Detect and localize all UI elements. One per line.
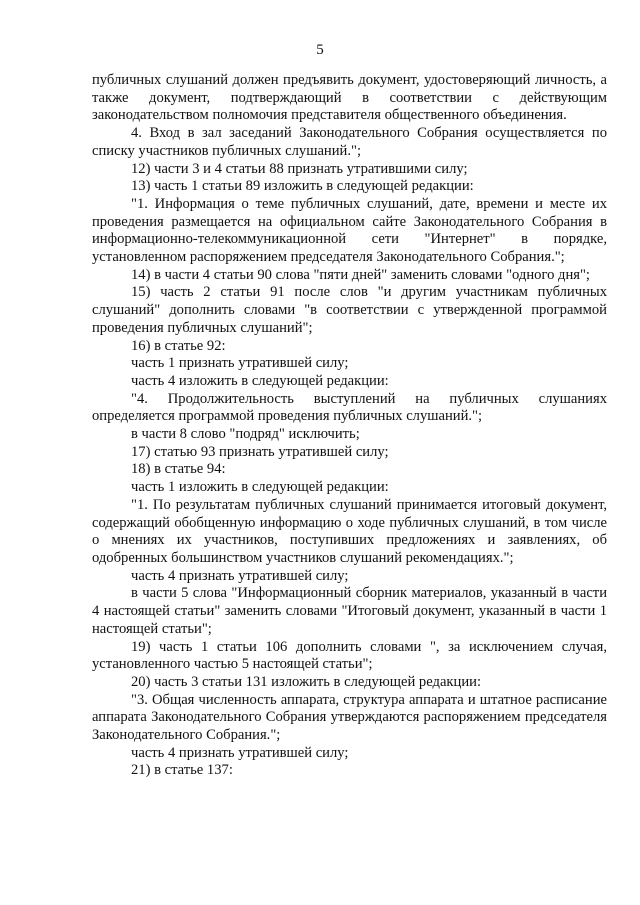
paragraph: 17) статью 93 признать утратившей силу;	[131, 443, 389, 460]
paragraph: часть 4 признать утратившей силу;	[131, 744, 349, 761]
paragraph: публичных слушаний должен предъявить документ, удостоверяющий личность, а также документ, подтверждающий в соответствии с действующим законодательством полномочия представителя общественного объединения.	[92, 72, 607, 124]
paragraph: 4. Вход в зал заседаний Законодательного Собрания осуществляется по списку участников публичных слушаний.";	[92, 125, 607, 159]
paragraph: "1. По результатам публичных слушаний принимается итоговый документ, содержащий обобщенную информацию о ходе публичных слушаний, в том числе о мнениях их участников, поступивших предложениях и заявлениях, об одобренных большинством участников слушаний рекомендациях.";	[92, 496, 607, 566]
paragraph: 13) часть 1 статьи 89 изложить в следующей редакции:	[131, 178, 474, 195]
paragraph: часть 1 изложить в следующей редакции:	[131, 479, 389, 496]
paragraph: "3. Общая численность аппарата, структура аппарата и штатное расписание аппарата Законодательного Собрания утверждаются распоряжением председателя Законодательного Собрания.";	[92, 691, 607, 744]
page-number: 5	[316, 42, 324, 58]
paragraph: 21) в статье 137:	[131, 762, 233, 779]
paragraph: 18) в статье 94:	[131, 461, 226, 478]
paragraph: часть 4 признать утратившей силу;	[131, 567, 349, 584]
paragraph: 14) в части 4 статьи 90 слова "пяти дней" заменить словами "одного дня";	[131, 266, 590, 283]
paragraph: в части 5 слова "Информационный сборник материалов, указанный в части 4 настоящей статьи" заменить словами "Итоговый документ, указанный в части 1 настоящей статьи";	[92, 585, 607, 637]
paragraph: "4. Продолжительность выступлений на публичных слушаниях определяется программой проведения публичных слушаний.";	[92, 390, 607, 425]
paragraph: 20) часть 3 статьи 131 изложить в следующей редакции:	[131, 673, 481, 690]
paragraph: "1. Информация о теме публичных слушаний, дате, времени и месте их проведения размещается на официальном сайте Законодательного Собрания в информационно-телекоммуникационной сети "Интернет" в порядке, установленном распоряжением председателя Законодательного Собрания.";	[92, 195, 607, 266]
paragraph: часть 1 признать утратившей силу;	[131, 355, 349, 372]
paragraph: 19) часть 1 статьи 106 дополнить словами ", за исключением случая, установленного частью 5 настоящей статьи";	[92, 638, 607, 673]
document-body	[92, 72, 607, 780]
paragraph: 15) часть 2 статьи 91 после слов "и другим участникам публичных слушаний" дополнить словами "в соответствии с утвержденной программой проведения публичных слушаний";	[92, 284, 607, 336]
paragraph: 16) в статье 92:	[131, 337, 226, 354]
paragraph: в части 8 слово "подряд" исключить;	[131, 426, 360, 443]
paragraph: 12) части 3 и 4 статьи 88 признать утратившими силу;	[131, 160, 468, 177]
paragraph: часть 4 изложить в следующей редакции:	[131, 372, 389, 389]
